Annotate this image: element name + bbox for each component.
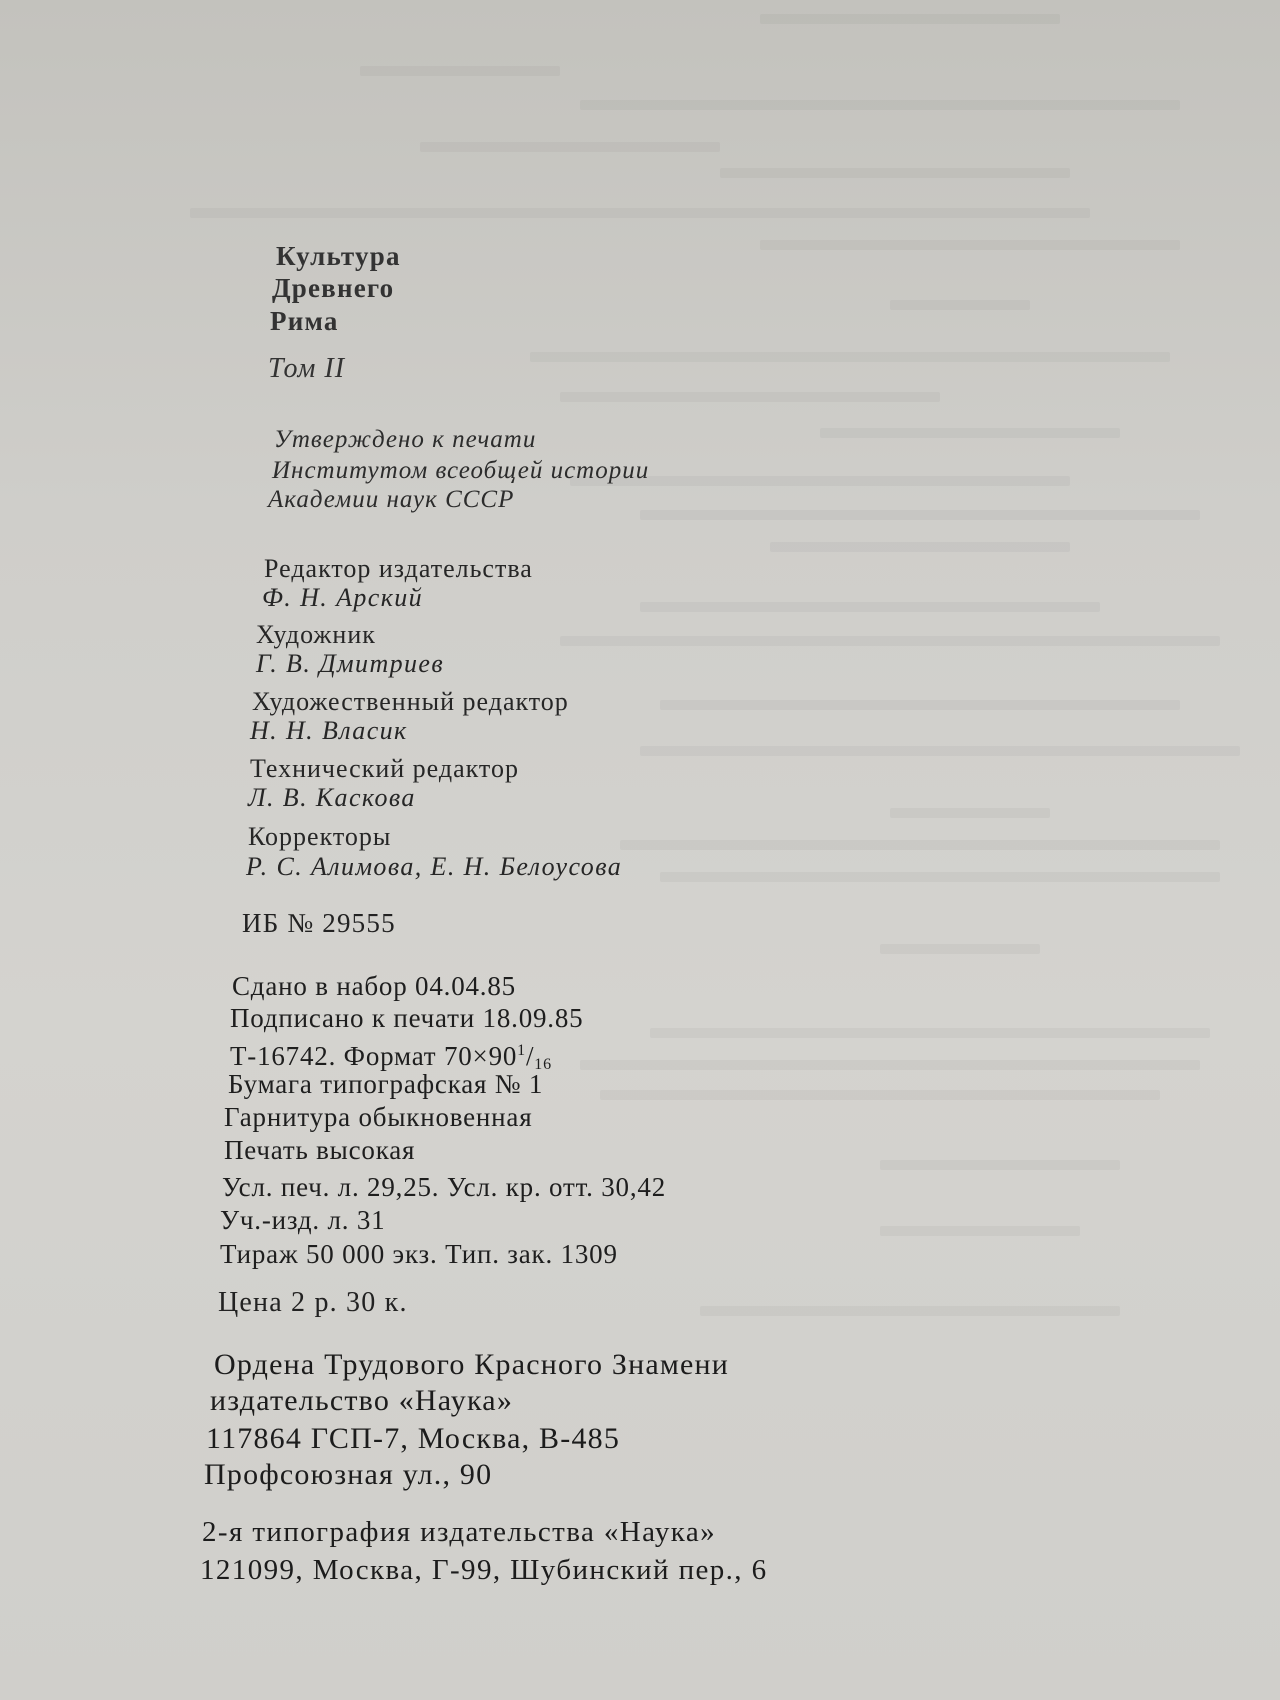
signed-date: Подписано к печати 18.09.85 xyxy=(230,1003,584,1033)
credit-name-artist: Г. В. Дмитриев xyxy=(256,649,445,678)
format-slash: / xyxy=(525,1041,535,1071)
approval-line-2: Институтом всеобщей истории xyxy=(272,457,650,484)
approval-line-1: Утверждено к печати xyxy=(274,426,537,453)
edition-sheets: Уч.-изд. л. 31 xyxy=(220,1205,386,1235)
book-title-line-3: Рима xyxy=(270,306,339,336)
credit-role-technical-editor: Технический редактор xyxy=(250,754,519,783)
printer-line-1: 2-я типография издательства «Наука» xyxy=(202,1516,717,1548)
price: Цена 2 р. 30 к. xyxy=(218,1287,408,1318)
credit-role-proofreaders: Корректоры xyxy=(248,822,392,851)
typeset-date: Сдано в набор 04.04.85 xyxy=(232,971,516,1001)
format-superscript: 1 xyxy=(517,1042,526,1059)
volume-label: Том II xyxy=(268,353,346,384)
credit-name-proofreaders: Р. С. Алимова, Е. Н. Белоусова xyxy=(246,852,623,881)
book-title-line-2: Древнего xyxy=(272,273,395,303)
format-subscript: 16 xyxy=(534,1056,552,1073)
printed-sheets: Усл. печ. л. 29,25. Усл. кр. отт. 30,42 xyxy=(222,1172,667,1202)
credit-role-artist: Художник xyxy=(256,620,376,649)
format-code: Т-16742. Формат 70×90 xyxy=(230,1041,518,1071)
credit-role-art-editor: Художественный редактор xyxy=(252,687,569,716)
book-title-line-1: Культура xyxy=(276,241,401,271)
paper-type: Бумага типографская № 1 xyxy=(228,1069,544,1099)
credit-role-publishing-editor: Редактор издательства xyxy=(264,554,533,583)
publisher-line-3: 117864 ГСП-7, Москва, В-485 xyxy=(206,1422,621,1455)
credit-name-art-editor: Н. Н. Власик xyxy=(250,716,408,745)
credit-name-technical-editor: Л. В. Каскова xyxy=(248,783,416,812)
credit-name-publishing-editor: Ф. Н. Арский xyxy=(262,583,424,612)
publisher-line-1: Ордена Трудового Красного Знамени xyxy=(214,1348,730,1381)
publisher-line-2: издательство «Наука» xyxy=(210,1384,514,1417)
publisher-line-4: Профсоюзная ул., 90 xyxy=(204,1458,493,1491)
printing-method: Печать высокая xyxy=(224,1135,416,1165)
typeface: Гарнитура обыкновенная xyxy=(224,1102,533,1132)
circulation: Тираж 50 000 экз. Тип. зак. 1309 xyxy=(220,1239,618,1269)
printer-line-2: 121099, Москва, Г-99, Шубинский пер., 6 xyxy=(200,1554,768,1586)
approval-line-3: Академии наук СССР xyxy=(268,486,515,513)
ib-number: ИБ № 29555 xyxy=(242,908,396,938)
